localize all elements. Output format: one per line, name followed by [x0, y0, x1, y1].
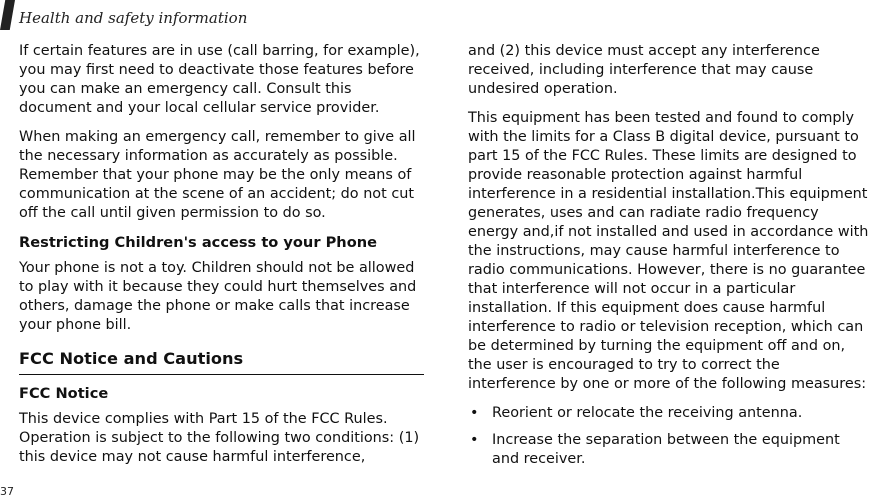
header-title: Health and safety information	[19, 9, 248, 27]
fcc-section-heading: FCC Notice and Cautions	[19, 349, 424, 375]
bullet-icon: •	[470, 405, 479, 421]
class-b-paragraph: This equipment has been tested and found to comply with the limits for a Class B digital device, pursuant to part 15 of the FCC Rules. These limits are designed to provide reasonable protection against harmful interference in a residential installation.This equipment generates, uses and can radiate radio frequency energy and,if not installed and used in accordance with the instructions, may cause harmful interference to radio communications. However, there is no guarantee that interference will not occur in a particular installation. If this equipment does cause harmful interference to radio or television reception, which can be determined by turning the equipment off and on, the user is encouraged to try to correct the interference by one or more of the following measures:	[468, 110, 869, 392]
fcc-compliance-paragraph: This device complies with Part 15 of the FCC Rules. Operation is subject to the following two conditions: (1) this device may not cause harmful interference,	[19, 411, 420, 465]
emergency-call-paragraph: When making an emergency call, remember to give all the necessary information as accurately as possible. Remember that your phone may be the only means of communication at the scene of an accident; do not cut off the call until given permission to do so.	[19, 129, 416, 221]
header-accent-bar	[0, 0, 15, 30]
right-column	[468, 42, 870, 477]
page-number: 37	[0, 485, 14, 498]
bullet-item	[468, 404, 870, 423]
fcc-notice-heading: FCC Notice	[19, 385, 109, 402]
bullet-text: Increase the separation between the equipment and receiver.	[492, 432, 840, 467]
bullet-text: Reorient or relocate the receiving antenna.	[492, 405, 803, 421]
left-column	[19, 42, 427, 477]
bullet-item	[468, 431, 870, 469]
emergency-features-paragraph: If certain features are in use (call barring, for example), you may first need to deactivate those features before you can make an emergency call. Consult this document and your local cellular service provider.	[19, 43, 420, 116]
bullet-icon: •	[470, 432, 479, 448]
children-access-heading: Restricting Children's access to your Phone	[19, 234, 378, 251]
children-access-paragraph: Your phone is not a toy. Children should not be allowed to play with it because they could hurt themselves and others, damage the phone or make calls that increase your phone bill.	[19, 260, 417, 333]
interference-paragraph: and (2) this device must accept any interference received, including interference that may cause undesired operation.	[468, 43, 820, 97]
page-header	[0, 0, 870, 34]
